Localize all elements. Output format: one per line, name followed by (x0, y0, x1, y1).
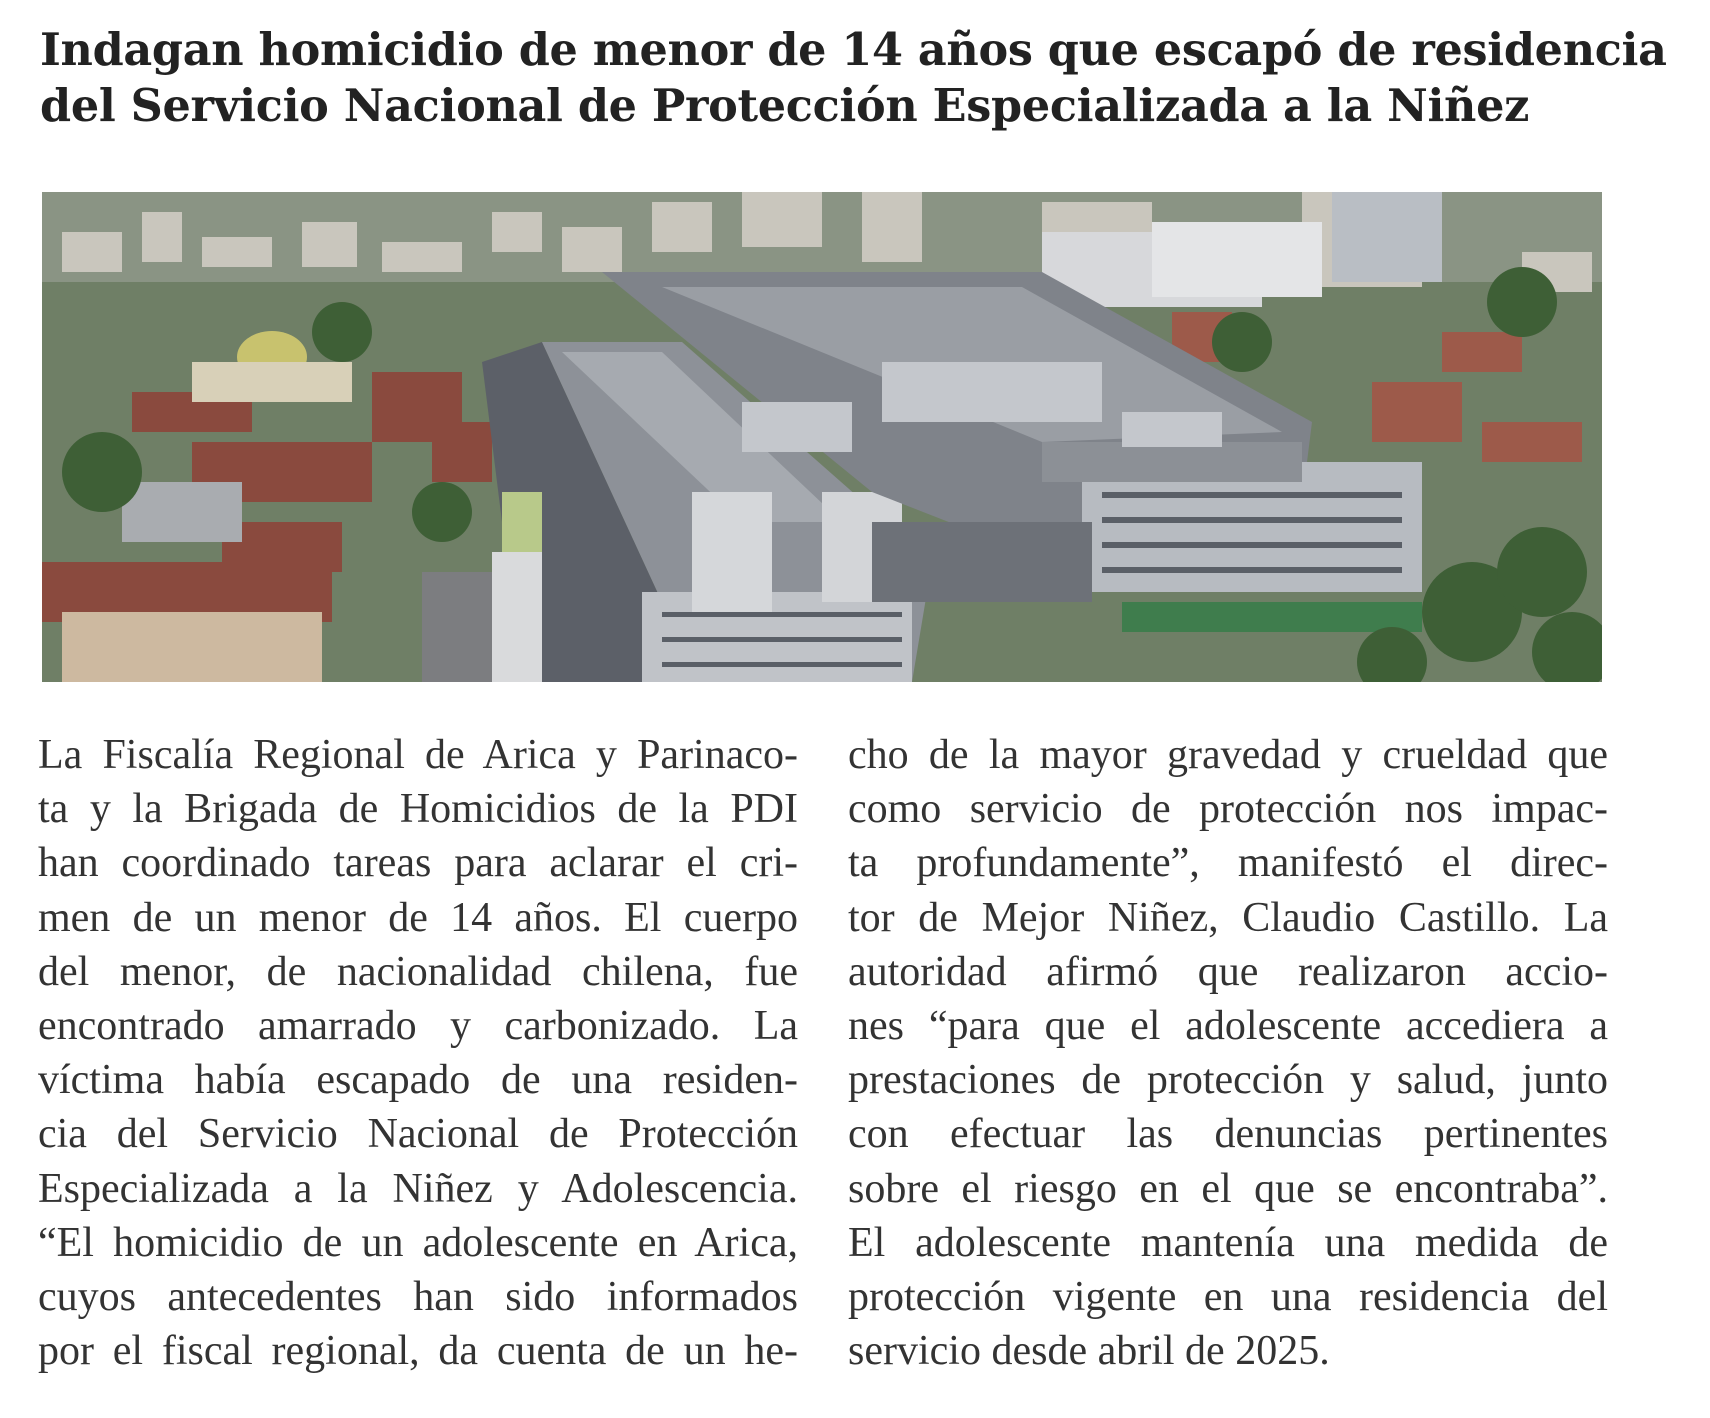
article-body-right-column (848, 728, 1608, 1378)
body-line: prestaciones de protección y salud, junto (848, 1057, 1608, 1104)
body-line: Especializada a la Niñez y Adolescencia. (38, 1165, 798, 1212)
body-line: protección vigente en una residencia del (848, 1273, 1608, 1320)
body-line: autoridad afirmó que realizaron accio- (848, 948, 1608, 995)
body-line: víctima había escapado de una residen- (38, 1057, 798, 1104)
body-line: men de un menor de 14 años. El cuerpo (38, 894, 798, 941)
body-line: sobre el riesgo en el que se encontraba”. (848, 1165, 1608, 1212)
aerial-photo-hospital-building (42, 192, 1602, 682)
body-line: cia del Servicio Nacional de Protección (38, 1111, 798, 1158)
body-line: con efectuar las denuncias pertinentes (848, 1111, 1608, 1158)
body-line: nes “para que el adolescente accediera a (848, 1002, 1608, 1049)
article-body-left-column (38, 728, 798, 1378)
body-line: encontrado amarrado y carbonizado. La (38, 1002, 798, 1049)
body-line: ta y la Brigada de Homicidios de la PDI (38, 786, 798, 833)
body-line: cuyos antecedentes han sido informados (38, 1273, 798, 1320)
body-line: han coordinado tareas para aclarar el cri- (38, 840, 798, 887)
body-line: La Fiscalía Regional de Arica y Parinaco- (38, 732, 798, 778)
body-line: cho de la mayor gravedad y crueldad que (848, 732, 1608, 778)
body-line: del menor, de nacionalidad chilena, fue (38, 948, 798, 995)
body-line: El adolescente mantenía una medida de (848, 1219, 1608, 1266)
headline-line-1: Indagan homicidio de menor de 14 años que escapó de residencia (40, 24, 1667, 76)
body-line: por el fiscal regional, da cuenta de un he- (38, 1328, 798, 1375)
headline-line-2: del Servicio Nacional de Protección Especializada a la Niñez (40, 80, 1530, 132)
body-line: ta profundamente”, manifestó el direc- (848, 840, 1608, 887)
body-line: tor de Mejor Niñez, Claudio Castillo. La (848, 894, 1608, 941)
body-line: “El homicidio de un adolescente en Arica, (38, 1219, 798, 1266)
body-line: servicio desde abril de 2025. (848, 1328, 1330, 1375)
body-line: como servicio de protección nos impac- (848, 786, 1608, 833)
headline (40, 22, 1680, 134)
